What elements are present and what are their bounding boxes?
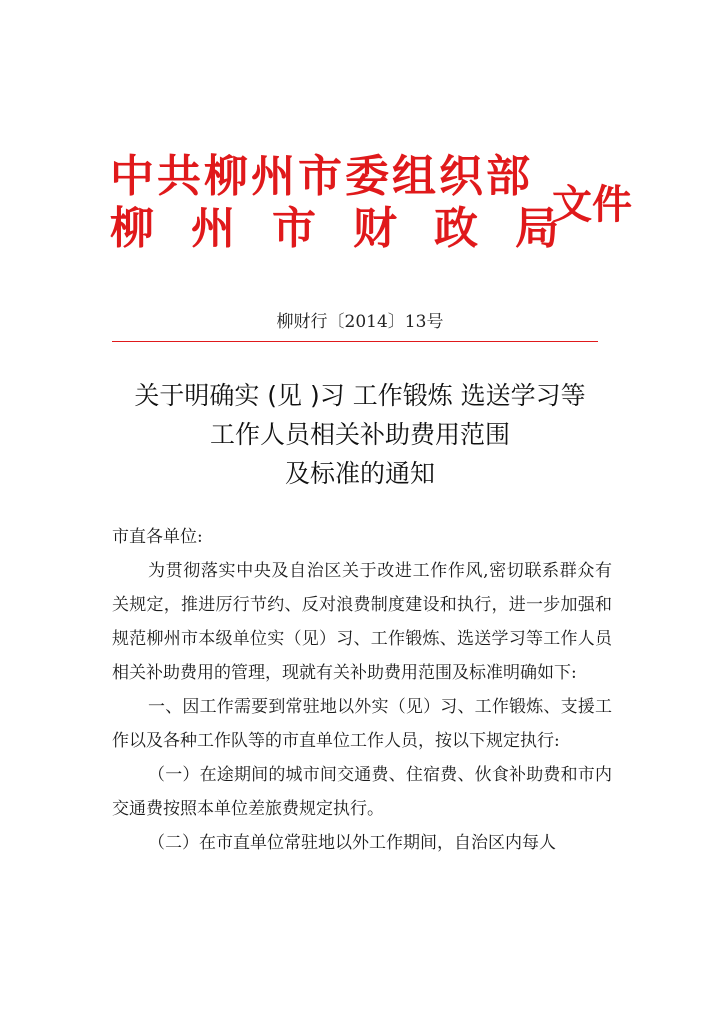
title-line-3: 及标准的通知: [284, 459, 435, 488]
document-number: 柳财行〔2014〕13号: [276, 312, 444, 332]
issuer-suffix: 文件: [552, 182, 632, 228]
document-title: [60, 376, 660, 493]
salutation: 市直各单位:: [112, 527, 203, 547]
paragraph-item-1: 一、因工作需要到常驻地以外实（见）习、工作锻炼、支援工作以及各种工作队等的市直单位工作人员，按以下规定执行:: [112, 697, 612, 751]
paragraph-sub-2: （二）在市直单位常驻地以外工作期间，自治区内每人: [148, 833, 556, 853]
paragraph-sub-1: （一）在途期间的城市间交通费、住宿费、伙食补助费和市内交通费按照本单位差旅费规定执行。: [112, 765, 612, 819]
red-divider-line: [112, 341, 598, 342]
title-line-1: 关于明确实 (见 )习 工作锻炼 选送学习等: [134, 381, 586, 410]
issuer-line-2: 柳州市财政局: [110, 203, 596, 254]
title-line-2: 工作人员相关补助费用范围: [209, 420, 510, 449]
document-body: [112, 520, 612, 860]
issuer-header: [110, 152, 670, 272]
issuer-line-1: 中共柳州市委组织部: [110, 151, 533, 202]
paragraph-intro: 为贯彻落实中央及自治区关于改进工作作风,密切联系群众有关规定，推进厉行节约、反对浪费制度建设和执行，进一步加强和规范柳州市本级单位实（见）习、工作锻炼、选送学习等工作人员相关补助费用的管理，现就有关补助费用范围及标准明确如下:: [112, 561, 612, 683]
